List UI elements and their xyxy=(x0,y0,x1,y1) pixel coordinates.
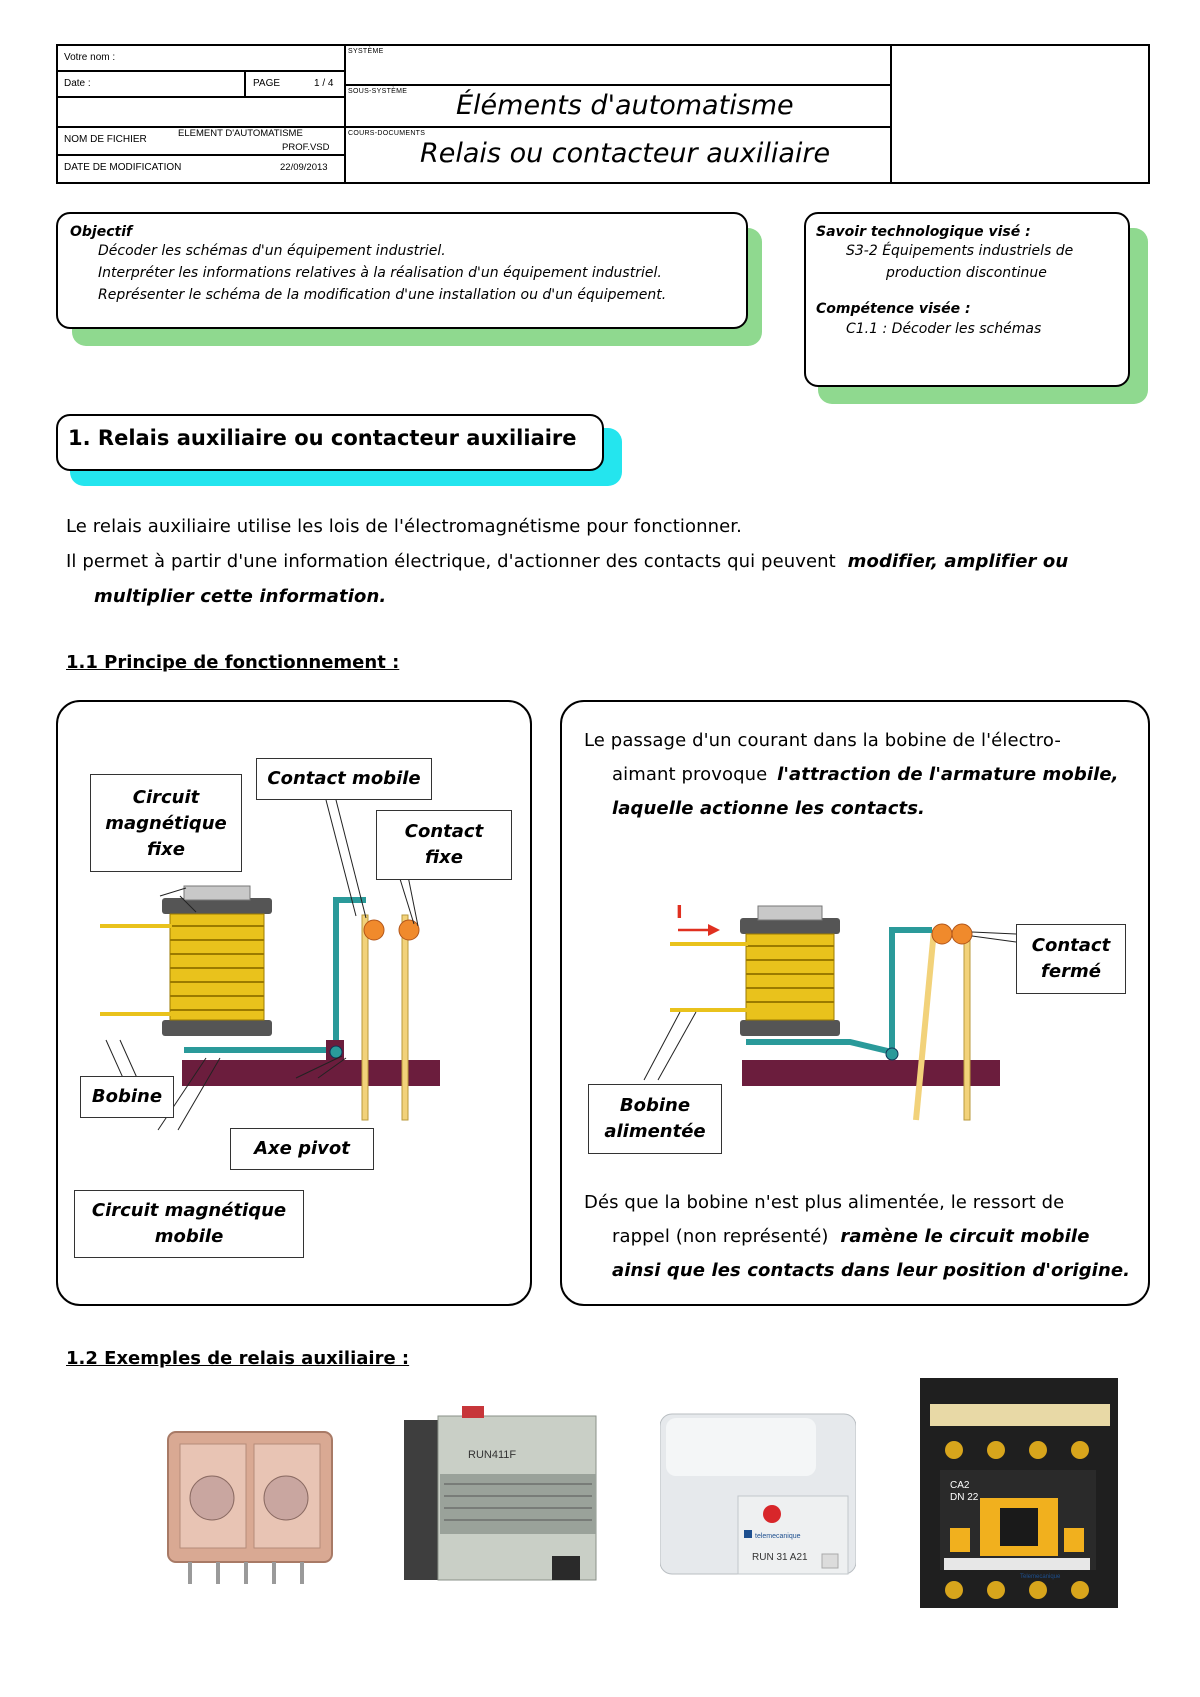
relay-photo-3 xyxy=(660,1408,856,1578)
relay-photo-4 xyxy=(914,1378,1126,1608)
sous-systeme-value: Éléments d'automatisme xyxy=(456,90,794,121)
coil-flange-bottom-closed xyxy=(740,1020,840,1036)
savoir-line-1: S3-2 Équipements industriels de xyxy=(846,243,1074,259)
callout-bobine-alimentee-2: alimentée xyxy=(604,1121,706,1142)
section1-p2-bold-2: multiplier cette information. xyxy=(94,586,387,607)
current-arrow-head xyxy=(708,924,720,936)
pivot-axis xyxy=(330,1046,342,1058)
right-p1-bold-2: laquelle actionne les contacts. xyxy=(612,798,925,819)
objectif-line-1: Décoder les schémas d'un équipement industriel. xyxy=(98,243,446,259)
pivot-axis-closed xyxy=(886,1048,898,1060)
page-label: PAGE xyxy=(253,78,281,89)
callout-circuit-fixe-1: Circuit xyxy=(132,787,200,808)
section11-title: 1.1 Principe de fonctionnement : xyxy=(66,652,400,673)
nom-fichier-value: ELEMENT D'AUTOMATISME xyxy=(178,128,303,139)
nom-fichier-label: NOM DE FICHIER xyxy=(64,134,147,145)
nom-fichier-value-2: PROF.VSD xyxy=(282,142,330,153)
callout-contact-fixe-2: fixe xyxy=(425,847,463,868)
fixed-contact-rod-closed xyxy=(964,930,970,1120)
photo4-label-2: DN 22 xyxy=(950,1492,979,1503)
callout-contact-fixe-1: Contact xyxy=(404,821,484,842)
core-top-closed xyxy=(758,906,822,920)
photo4-label: CA2 xyxy=(950,1480,970,1491)
competence-value: C1.1 : Décoder les schémas xyxy=(846,321,1042,337)
right-p1-b: aimant provoque xyxy=(612,764,768,785)
date-modif-label: DATE DE MODIFICATION xyxy=(64,162,182,173)
coil-windings-closed xyxy=(746,934,834,1020)
callout-circuit-mobile-2: mobile xyxy=(154,1226,224,1247)
date-label: Date : xyxy=(64,78,91,89)
callout-contact-ferme-1: Contact xyxy=(1031,935,1111,956)
date-modif-value: 22/09/2013 xyxy=(280,162,328,173)
votre-nom-label: Votre nom : xyxy=(64,52,116,63)
competence-title: Compétence visée : xyxy=(816,301,971,317)
section1-p2-text: Il permet à partir d'une information électrique, d'actionner des contacts qui peuvent xyxy=(66,551,836,572)
right-p2-b: rappel (non représenté) xyxy=(612,1226,829,1247)
section1-title-box xyxy=(56,414,604,471)
right-p1-bold-1: l'attraction de l'armature mobile, xyxy=(777,764,1119,785)
contact-closed-right xyxy=(952,924,972,944)
callout-circuit-fixe-2: magnétique xyxy=(105,813,227,834)
photo2-label: RUN411F xyxy=(468,1449,517,1461)
sous-systeme-label: SOUS-SYSTÈME xyxy=(348,88,408,95)
mobile-contact-rod-closed xyxy=(916,930,934,1120)
objectif-box xyxy=(56,212,748,329)
section1-p1: Le relais auxiliaire utilise les lois de l'électromagnétisme pour fonctionner. xyxy=(66,516,742,537)
photo3-brand: telemecanique xyxy=(755,1533,801,1540)
right-p2-a: Dés que la bobine n'est plus alimentée, le ressort de xyxy=(584,1192,1065,1213)
core-top xyxy=(184,886,250,900)
page-value: 1 / 4 xyxy=(314,78,334,89)
section1-title: 1. Relais auxiliaire ou contacteur auxiliaire xyxy=(68,426,577,450)
callout-contact-mobile: Contact mobile xyxy=(256,758,432,800)
section1-p2 xyxy=(66,545,1151,579)
callout-circuit-fixe xyxy=(90,774,242,872)
contact-closed-left xyxy=(932,924,952,944)
current-label: I xyxy=(676,902,683,923)
right-p1-a: Le passage d'un courant dans la bobine de l'électro- xyxy=(584,730,1061,751)
savoir-title: Savoir technologique visé : xyxy=(816,224,1031,240)
savoir-line-2: production discontinue xyxy=(886,265,1047,281)
cours-label: COURS-DOCUMENTS xyxy=(348,130,426,137)
title-block xyxy=(56,44,1150,184)
coil-windings xyxy=(170,914,264,1020)
callout-contact-ferme xyxy=(1016,924,1126,994)
callout-circuit-fixe-3: fixe xyxy=(147,839,185,860)
fixed-contact-rod xyxy=(402,915,408,1120)
relay-photo-2 xyxy=(404,1406,598,1584)
relay-photo-1 xyxy=(158,1418,340,1588)
objectif-line-3: Représenter le schéma de la modification d'une installation ou d'un équipement. xyxy=(98,287,667,303)
mobile-contact-rod xyxy=(362,915,368,1120)
section1-p2-bold-1: modifier, amplifier ou xyxy=(847,551,1069,572)
photo4-brand: Telemecanique xyxy=(1020,1574,1061,1580)
section12-title: 1.2 Exemples de relais auxiliaire : xyxy=(66,1348,410,1369)
callout-circuit-mobile-1: Circuit magnétique xyxy=(91,1200,287,1221)
callout-bobine-alimentee xyxy=(588,1084,722,1154)
photo3-label: RUN 31 A21 xyxy=(752,1552,808,1563)
callout-bobine-alimentee-1: Bobine xyxy=(619,1095,691,1116)
callout-circuit-mobile xyxy=(74,1190,304,1258)
savoir-box xyxy=(804,212,1130,387)
mobile-contact-dot xyxy=(364,920,384,940)
objectif-line-2: Interpréter les informations relatives à la réalisation d'un équipement industriel. xyxy=(98,265,662,281)
base-plate xyxy=(182,1060,440,1086)
base-plate-closed xyxy=(742,1060,1000,1086)
callout-axe-pivot: Axe pivot xyxy=(230,1128,374,1170)
objectif-title: Objectif xyxy=(70,224,133,240)
cours-value: Relais ou contacteur auxiliaire xyxy=(420,138,831,169)
callout-bobine: Bobine xyxy=(80,1076,174,1118)
right-p1-line2 xyxy=(612,758,1119,792)
coil-flange-bottom xyxy=(162,1020,272,1036)
callout-contact-fixe xyxy=(376,810,512,880)
right-p2-bold-2: ainsi que les contacts dans leur position d'origine. xyxy=(612,1260,1131,1281)
right-p2-bold-1: ramène le circuit mobile xyxy=(840,1226,1090,1247)
right-p2-line2 xyxy=(612,1220,1090,1254)
fixed-contact-dot xyxy=(399,920,419,940)
systeme-label: SYSTÈME xyxy=(348,48,384,55)
callout-contact-ferme-2: fermé xyxy=(1041,961,1101,982)
